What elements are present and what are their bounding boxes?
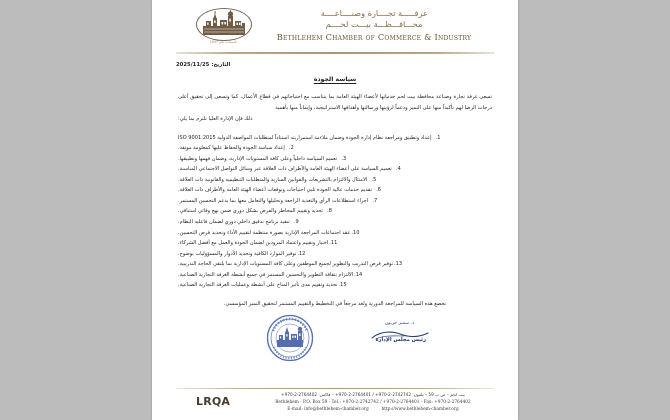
policy-item-number: 13. [394, 261, 403, 268]
policy-item [178, 228, 488, 239]
chamber-logo-oval-icon [196, 8, 252, 41]
policy-item [178, 238, 488, 249]
policy-item-text: عقد اجتماعات المراجعة الإدارية بصورة منتظمة لتقييم الأداء وتحديد فرص التحسين. [178, 229, 351, 236]
document-page [152, 0, 518, 420]
policy-item [178, 249, 488, 260]
date-value: 2025/11/25 [176, 62, 210, 68]
policy-item-number: 8. [327, 208, 332, 215]
page-footer [152, 389, 518, 420]
policy-item-text: تحديد وتقييم المخاطر والفرص بشكل دوري ضمن نهج وقائي استباقي. [178, 208, 323, 215]
closing-statement: تخضع هذه السياسة للمراجعة الدورية وتُعد مرجعاً في التخطيط والتقييم المستمر لتحقيق التميز المؤسسي. [223, 300, 447, 307]
signature-area [152, 313, 518, 365]
intro-paragraph [178, 92, 492, 126]
chamber-name-arabic-line2: محـــافـــظـــة بيـــت لحــــم [325, 19, 423, 29]
policy-item [178, 270, 488, 281]
policy-item-text: تقديم خدمات عالية الجودة تلبي احتياجات وتوقعات أعضاء الهيئة العامة والأطراف ذات العلاقة. [178, 187, 373, 194]
header-divider [176, 52, 494, 54]
policy-item-number: 12. [297, 250, 306, 257]
policy-item-text: اجراء استطلاعات الرأي والتغذية الراجعة وتحليلها والتعامل معها بما يدعم التحسين المستمر. [178, 197, 369, 204]
document-body [152, 56, 518, 365]
policy-item [178, 185, 488, 196]
policy-item [178, 175, 488, 186]
chamber-name-english: Bethlehem Chamber of Commerce & Industry [276, 32, 472, 42]
policy-item-text: توفير فرص التدريب والتطوير لجميع الموظفين وعلى كافة المستويات الإدارية بما يلتقي الحاجة التدريبية. [178, 261, 394, 268]
signatory-name: د. سمير حزبون [384, 320, 414, 326]
policy-item-text: توفير الموارد الكافية وتحديد الأدوار والمسؤوليات بوضوح. [178, 250, 297, 257]
policy-item-text: الامتثال والالتزام بالتشريعات والقوانين السارية والمتطلبات التنظيمية والقانونية ذات العلاقة. [178, 176, 368, 183]
logo-established-note: تأسست عام 1947 [209, 40, 237, 44]
policy-item [178, 133, 488, 144]
policy-item-number: 1. [435, 134, 441, 141]
website-url[interactable]: http://www.bethlehem-chamber.org [381, 406, 459, 412]
date-label: التاريخ: [211, 62, 231, 68]
email-label: E-mail: [287, 406, 303, 412]
policy-item-text: تعميم السياسة على أعضاء الهيئة العامة والأطراف ذات العلاقة عبر وسائل التواصل الاجتماعي المناسبة. [178, 166, 392, 173]
policy-item-text: إعداد سياسة الجودة والحفاظ عليها كمعلومة موثقة. [178, 145, 285, 152]
footer-email-website [248, 406, 498, 413]
policy-item-number: 6. [376, 187, 382, 194]
policy-item [178, 164, 488, 175]
policy-item-text: تحديد وتقييم مدى تأثير المناخ على أنشطة وعمليات الغرفة التجارية الصناعية. [178, 282, 338, 289]
policy-list [178, 133, 488, 291]
policy-item [178, 259, 488, 270]
policy-item-number: 7. [372, 197, 378, 204]
footer-contact-arabic: بيت لحم – ص ب 59 – تلفون: 2742742-2-970+ / 2764401-2-970+ – فاكس: 2764402-2-970+ [281, 392, 465, 397]
policy-item [178, 217, 488, 228]
intro-line-2: كما وتسعى إلى تحقيق أعلى درجات الرضا لهم تأكيداً منها على التميز ودعماً لرؤيتها ورسالتها وأهدافها الاستراتيجية، وإيماناً منها بأهمية [178, 94, 492, 112]
letterhead [152, 0, 518, 52]
footer-contact-block [248, 392, 498, 413]
policy-item-text: الالتزام بثقافة التطوير والتحسين المستمر في جميع أنشطة الغرفة التجارية الصناعية. [178, 271, 354, 278]
intro-line-1: تسعى غرفة تجارة وصناعة محافظة بيت لحم خدماتها لأعضاء الهيئة العامة بما يتناسب مع احتياجاتهم في قطاع الأعمال، [240, 94, 492, 100]
policy-item-number: 4. [396, 166, 401, 173]
policy-item [178, 154, 488, 165]
policy-item-text: تعميم السياسة داخلياً وعلى كافة المستويات الإدارية، وضمان فهمها وتطبيقها. [178, 155, 338, 162]
policy-item-text: اختيار وتقييم واعتماد المزودين لضمان الجودة والعمل مع أفضل الشركاء. [178, 240, 329, 247]
policy-item-number: 9. [293, 218, 299, 225]
page-title: سياسة الجودة [313, 76, 357, 83]
policy-item-number: 10. [351, 229, 360, 236]
date-line [152, 56, 518, 68]
intro-line-3: ذلك فإن الإدارة العليا تلتزم بما يلي: [178, 116, 253, 123]
policy-item-number: 5. [371, 176, 377, 183]
policy-item [178, 143, 488, 154]
chamber-logo [190, 7, 256, 49]
email-address[interactable]: info@bethlehem-chamber.org [304, 406, 369, 412]
signatory-role: رئيس مجلس الإدارة [375, 336, 426, 343]
policy-item-number: 2. [288, 145, 294, 152]
footer-contact-english: Bethlehem - P.O. Box 59 - Tel.: +970-2-2742742 / +970-2-2764401 - Fax: +970-2-2764402 [275, 399, 471, 405]
letterhead-titles [256, 8, 492, 42]
policy-item [178, 280, 488, 291]
handwritten-signature-icon [370, 330, 432, 342]
official-stamp-icon [264, 313, 316, 363]
policy-item-text: تنفيذ برنامج تدقيق داخلي دوري لضمان فاعلية النظام. [178, 218, 290, 225]
policy-item [178, 196, 488, 207]
policy-item-number: 11. [329, 240, 338, 247]
chamber-name-arabic-line1: غرفـــــة تجــــارة وصنــــاعــــة [320, 8, 428, 18]
policy-item-number: 3. [341, 155, 347, 162]
lrqa-logo-text: LRQA [196, 395, 231, 408]
policy-item [178, 206, 488, 217]
policy-item-number: 14. [354, 271, 363, 278]
policy-item-text: إعداد وتطبيق ومراجعة نظام إدارة الجودة وضمان ملاءمة استمراريته استناداً لمتطلبات المواصفة الدولية ISO 9001:2015 [178, 134, 432, 141]
lrqa-certification-logo [196, 395, 230, 408]
policy-item-number: 15. [338, 282, 347, 289]
